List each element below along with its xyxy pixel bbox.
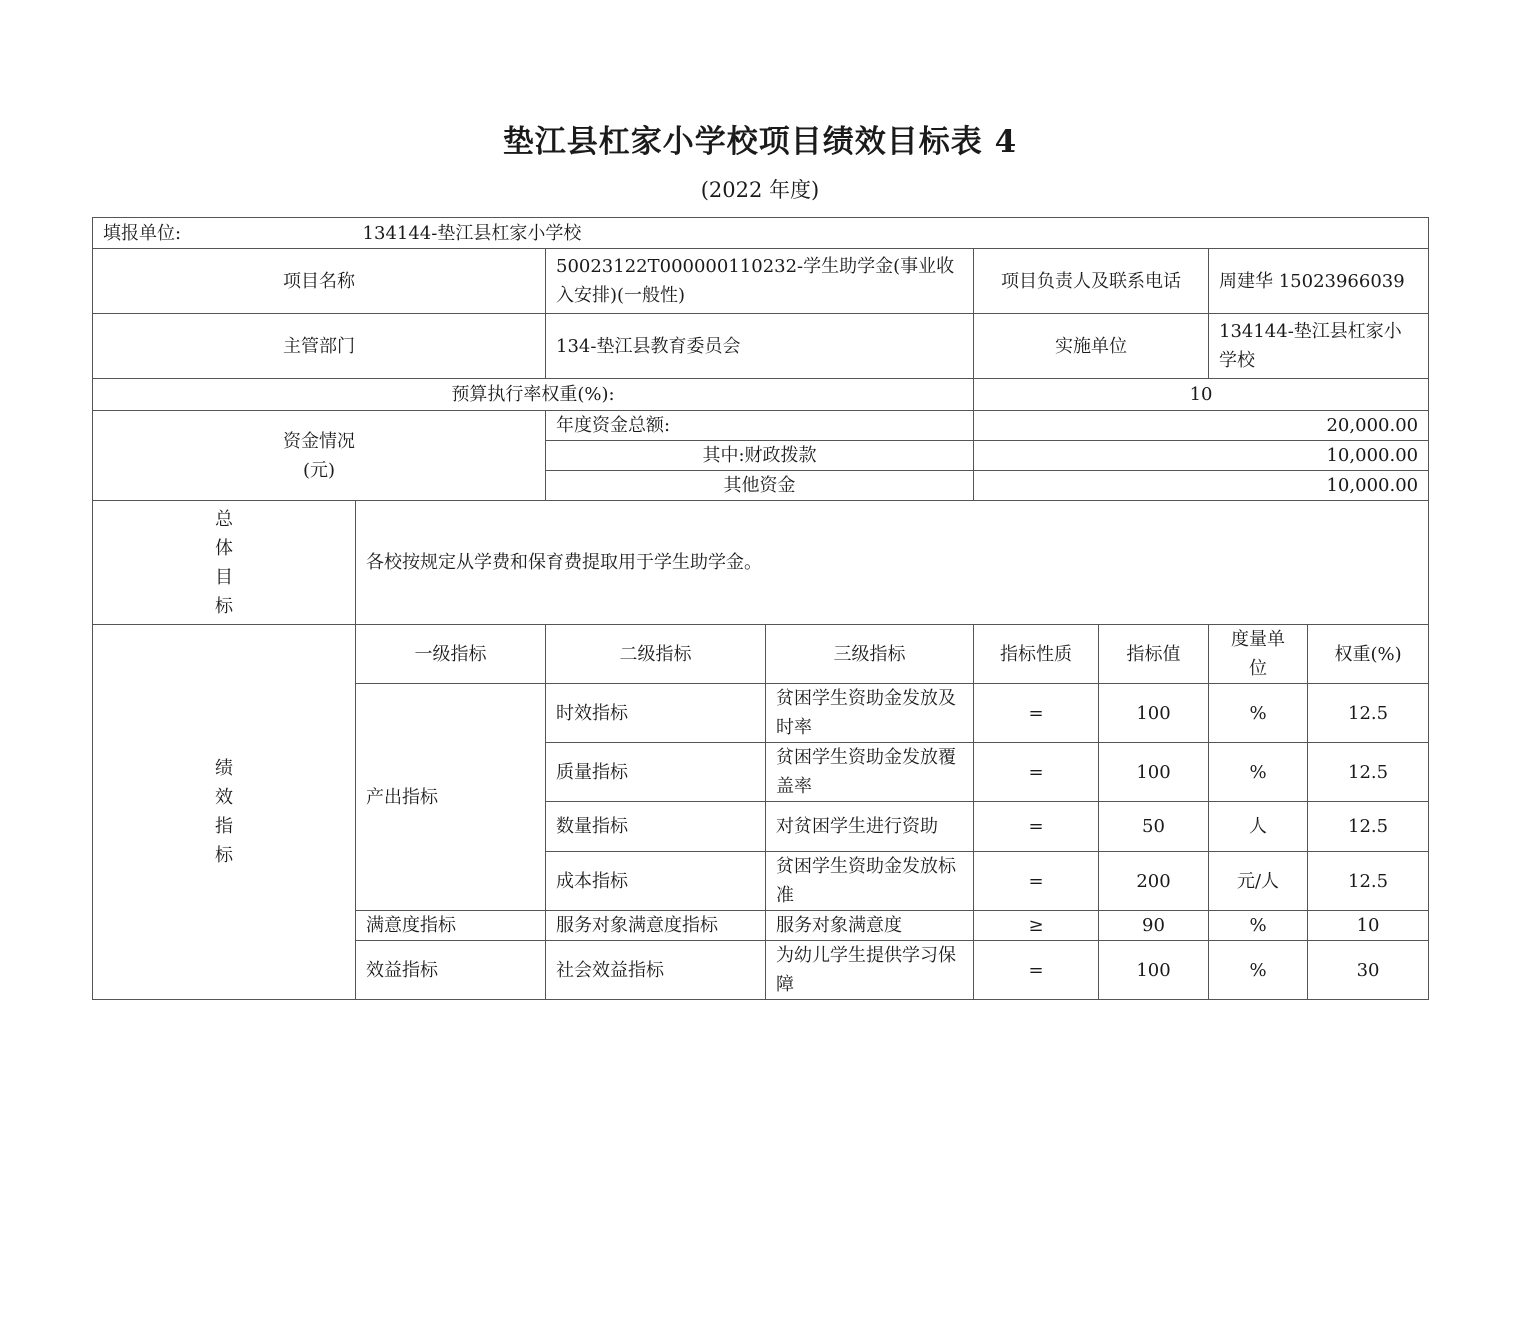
- other-funds-label: 其他资金: [546, 471, 974, 501]
- implementing-unit-label: 实施单位: [974, 314, 1209, 379]
- table-row: 数量指标 对贫困学生进行资助 = 50 人 12.5: [93, 802, 1429, 852]
- budget-weight-label: 预算执行率权重(%):: [93, 379, 974, 411]
- reporting-unit-value: 134144-垫江县杠家小学校: [362, 222, 582, 244]
- funds-label-line2: (元): [302, 459, 336, 481]
- reporting-unit-cell: [93, 218, 1429, 249]
- performance-indicators-label: 绩 效 指 标: [93, 625, 356, 1000]
- table-row: 满意度指标 服务对象满意度指标 服务对象满意度 ≥ 90 % 10: [93, 911, 1429, 941]
- funds-label: [93, 411, 546, 501]
- fiscal-funds-value: 10,000.00: [974, 441, 1429, 471]
- total-funds-label: 年度资金总额:: [546, 411, 974, 441]
- other-funds-value: 10,000.00: [974, 471, 1429, 501]
- department-label: 主管部门: [93, 314, 546, 379]
- level1-benefit: 效益指标: [356, 941, 546, 1000]
- header-weight: 权重(%): [1308, 625, 1429, 684]
- header-unit: 度量单位: [1209, 625, 1308, 684]
- header-level3: 三级指标: [766, 625, 974, 684]
- table-row: 产出指标 时效指标 贫困学生资助金发放及时率 = 100 % 12.5: [93, 684, 1429, 743]
- overall-goal-text: 各校按规定从学费和保育费提取用于学生助学金。: [356, 501, 1429, 625]
- overall-goal-label: 总 体 目 标: [93, 501, 356, 625]
- level1-output: 产出指标: [356, 684, 546, 911]
- department-value: 134-垫江县教育委员会: [546, 314, 974, 379]
- project-manager-value: 周建华 15023966039: [1209, 249, 1429, 314]
- table-row: 质量指标 贫困学生资助金发放覆盖率 = 100 % 12.5: [93, 743, 1429, 802]
- implementing-unit-value: 134144-垫江县杠家小学校: [1209, 314, 1429, 379]
- level1-satisfaction: 满意度指标: [356, 911, 546, 941]
- reporting-unit-label: 填报单位:: [103, 222, 182, 244]
- year-subtitle: (2022 年度): [700, 178, 820, 202]
- project-name-value: 50023122T000000110232-学生助学金(事业收入安排)(一般性): [546, 249, 974, 314]
- project-manager-label: 项目负责人及联系电话: [974, 249, 1209, 314]
- project-name-label: 项目名称: [93, 249, 546, 314]
- total-funds-value: 20,000.00: [974, 411, 1429, 441]
- table-row: 效益指标 社会效益指标 为幼儿学生提供学习保障 = 100 % 30: [93, 941, 1429, 1000]
- budget-weight-value: 10: [974, 379, 1429, 411]
- fiscal-funds-label: 其中:财政拨款: [546, 441, 974, 471]
- header-value: 指标值: [1099, 625, 1209, 684]
- header-level2: 二级指标: [546, 625, 766, 684]
- performance-target-table: [92, 217, 1429, 1000]
- funds-label-line1: 资金情况: [283, 430, 355, 452]
- table-row: 成本指标 贫困学生资助金发放标准 = 200 元/人 12.5: [93, 852, 1429, 911]
- page-title: 垫江县杠家小学校项目绩效目标表 4: [502, 124, 1018, 160]
- header-level1: 一级指标: [356, 625, 546, 684]
- header-nature: 指标性质: [974, 625, 1099, 684]
